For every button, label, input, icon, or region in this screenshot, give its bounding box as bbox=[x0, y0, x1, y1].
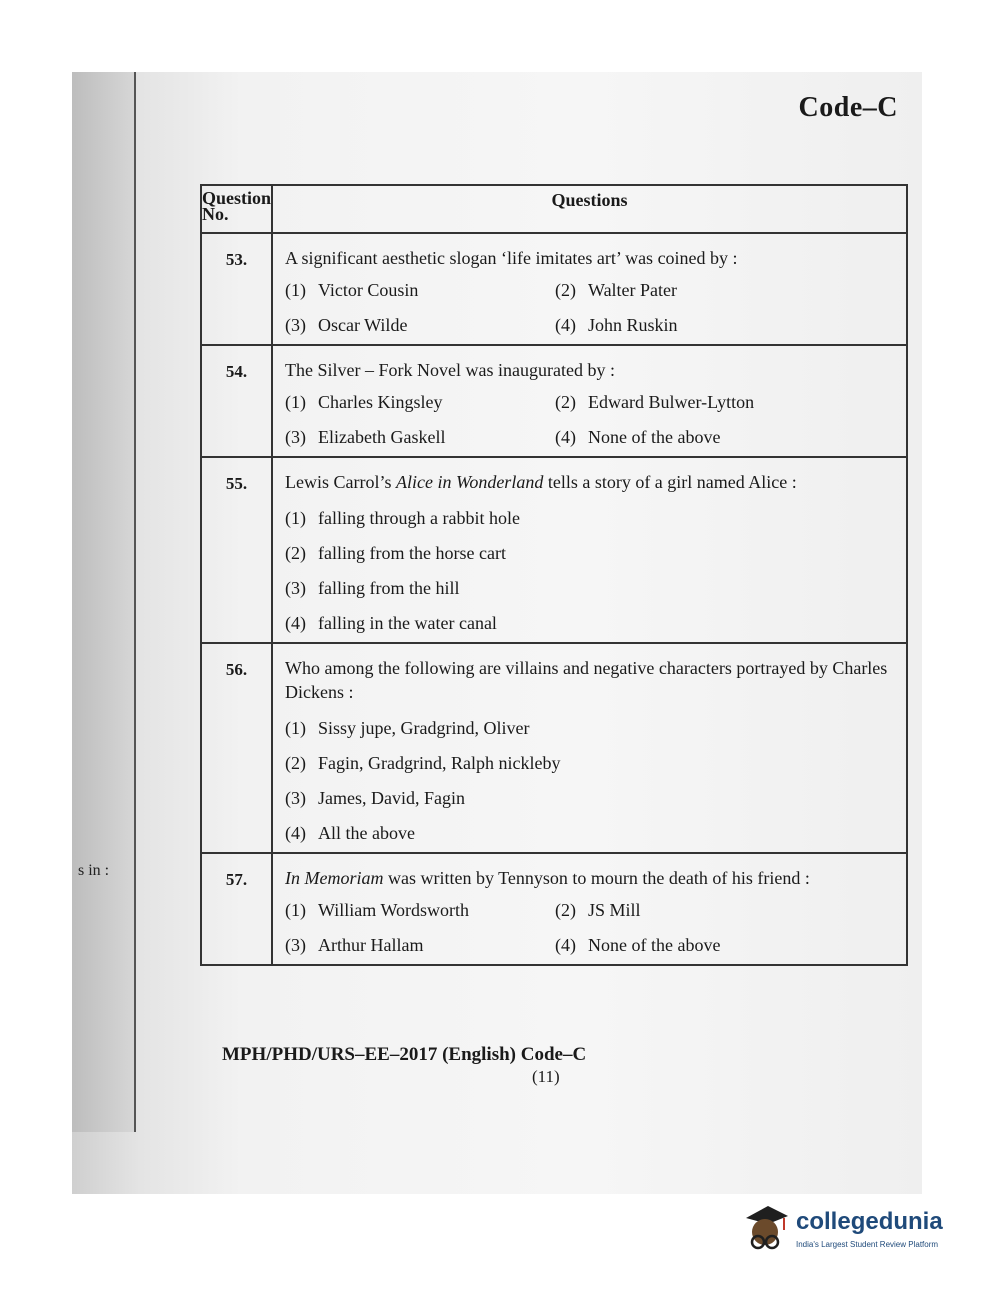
question-no-header: Question No. bbox=[201, 185, 272, 233]
question-row bbox=[201, 643, 907, 853]
options-list bbox=[285, 392, 900, 448]
options-list bbox=[285, 900, 900, 956]
question-number: 57. bbox=[201, 853, 272, 965]
option: (2) JS Mill bbox=[555, 900, 641, 920]
question-row bbox=[201, 853, 907, 965]
scanned-page bbox=[72, 72, 922, 1194]
paper-code-header: Code–C bbox=[798, 92, 898, 123]
option: (3) James, David, Fagin bbox=[285, 788, 465, 808]
brand-name: collegedunia bbox=[796, 1208, 943, 1235]
question-body bbox=[272, 853, 907, 965]
question-number: 56. bbox=[201, 643, 272, 853]
options-list bbox=[285, 280, 900, 336]
question-text: The Silver – Fork Novel was inaugurated by : bbox=[285, 360, 615, 380]
question-text: In Memoriam was written by Tennyson to mourn the death of his friend : bbox=[285, 868, 810, 888]
option: (3) Oscar Wilde bbox=[285, 315, 408, 335]
mascot-icon bbox=[738, 1200, 792, 1256]
question-text: Lewis Carrol’s Alice in Wonderland tells a story of a girl named Alice : bbox=[285, 472, 797, 492]
question-body bbox=[272, 457, 907, 643]
option: (3) Elizabeth Gaskell bbox=[285, 427, 446, 447]
option: (2) Walter Pater bbox=[555, 280, 678, 300]
adjacent-page-edge bbox=[72, 72, 136, 1132]
question-text: A significant aesthetic slogan ‘life imitates art’ was coined by : bbox=[285, 248, 738, 268]
poem-title: In Memoriam bbox=[285, 868, 384, 888]
collegedunia-logo bbox=[738, 1200, 968, 1260]
question-body bbox=[272, 345, 907, 457]
page-number: (11) bbox=[532, 1067, 560, 1086]
option: (1) Victor Cousin bbox=[285, 280, 419, 300]
question-number: 53. bbox=[201, 233, 272, 345]
questions-table bbox=[200, 184, 908, 966]
question-row bbox=[201, 345, 907, 457]
option: (2) Edward Bulwer-Lytton bbox=[555, 392, 755, 412]
option: (1) William Wordsworth bbox=[285, 900, 469, 920]
option: (1) Charles Kingsley bbox=[285, 392, 443, 412]
option: (4) None of the above bbox=[555, 427, 721, 447]
option: (4) John Ruskin bbox=[555, 315, 678, 335]
options-list bbox=[285, 714, 900, 844]
footer-paper-code: MPH/PHD/URS–EE–2017 (English) Code–C bbox=[222, 1044, 587, 1065]
option: (4) falling in the water canal bbox=[285, 613, 497, 633]
option: (3) falling from the hill bbox=[285, 578, 460, 598]
option: (4) All the above bbox=[285, 823, 415, 843]
question-row bbox=[201, 233, 907, 345]
left-margin-text: s in : bbox=[78, 862, 110, 879]
option: (2) Fagin, Gradgrind, Ralph nickleby bbox=[285, 753, 561, 773]
option: (1) falling through a rabbit hole bbox=[285, 508, 520, 528]
brand-tagline: India's Largest Student Review Platform bbox=[796, 1240, 939, 1249]
question-number: 55. bbox=[201, 457, 272, 643]
question-number: 54. bbox=[201, 345, 272, 457]
question-row bbox=[201, 457, 907, 643]
option: (4) None of the above bbox=[555, 935, 721, 955]
option: (1) Sissy jupe, Gradgrind, Oliver bbox=[285, 718, 530, 738]
questions-header: Questions bbox=[272, 185, 907, 233]
book-title: Alice in Wonderland bbox=[396, 472, 544, 492]
question-body bbox=[272, 233, 907, 345]
options-list bbox=[285, 504, 900, 634]
option: (3) Arthur Hallam bbox=[285, 935, 424, 955]
question-body bbox=[272, 643, 907, 853]
option: (2) falling from the horse cart bbox=[285, 543, 506, 563]
question-text: Who among the following are villains and negative characters portrayed by Charles Dickens : bbox=[285, 658, 888, 702]
